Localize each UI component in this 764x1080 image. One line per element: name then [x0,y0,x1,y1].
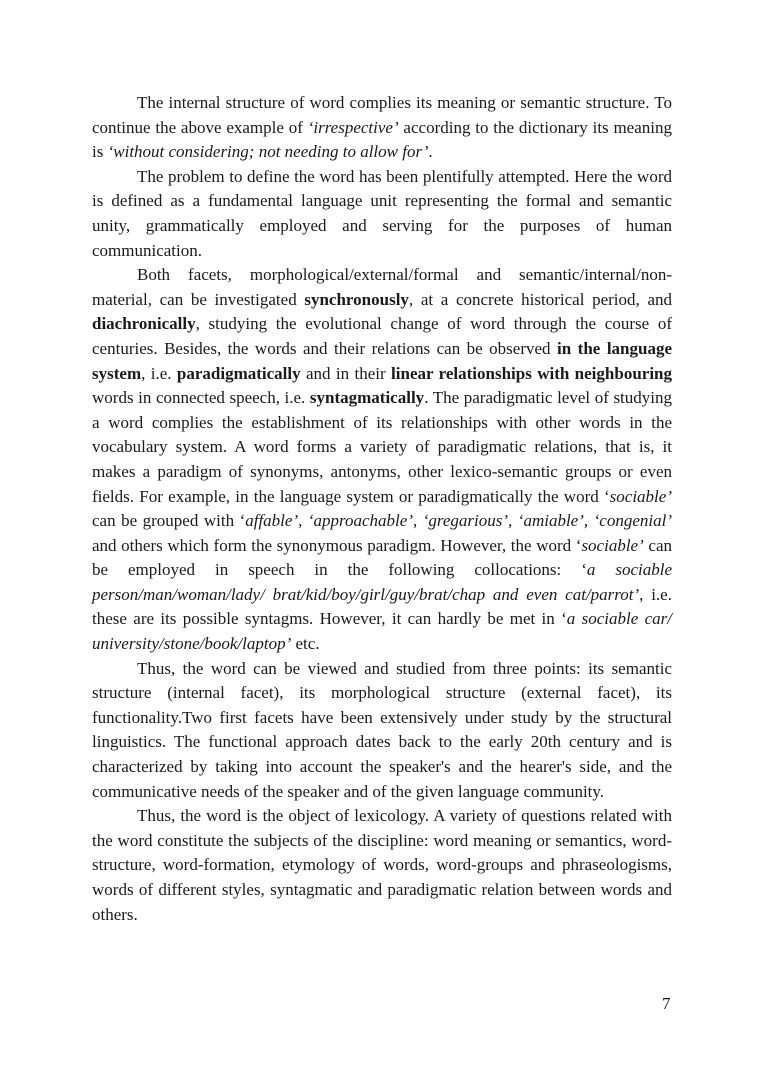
text: , i.e. these are its possible syntagms. However, it can hardly be met in ‘ [92,584,672,629]
italic-term: sociable’ [609,486,672,506]
text: The internal structure of word complies its meaning or semantic structure. To continue the above example of [92,93,672,137]
italic-term: a sociable car/ university/stone/book/laptop’ [92,609,672,654]
bold-term: in the language system [92,338,672,383]
text: , at a concrete historical period, and [408,289,672,309]
bold-term: synchronously [304,289,409,309]
italic-definition: ‘without considering; not needing to allow for’ [107,142,429,162]
text: Thus, the word can be viewed and studied from three points: its semantic structure (internal facet), its morphological structure (external facet), its functionality.Two first facets have been extensively under study by the structural linguistics. The functional approach dates back to the early 20th century and is characterized by taking into account the speaker's and the hearer's side, and the communicative needs of the speaker and of the given language community. [92,658,672,801]
italic-term: sociable’ [581,535,644,555]
paragraph-object-of-lexicology [92,804,672,927]
italic-term: affable’, ‘approachable’, ‘gregarious’, ‘amiable’, ‘congenial’ [245,511,672,531]
document-body [92,91,672,927]
text: and others which form the synonymous paradigm. However, the word ‘ [92,535,582,555]
paragraph-three-points [92,657,672,805]
bold-term: diachronically [92,314,196,334]
text: , i.e. [141,363,177,383]
paragraph-internal-structure [92,91,672,165]
text: etc. [291,634,320,654]
text: Thus, the word is the object of lexicology. A variety of questions related with the word constitute the subjects of the discipline: word meaning or semantics, word-structure, word-formation, etymology of words, word-groups and phraseologisms, words of different styles, syntagmatic and paradigmatic relation between words and others. [92,806,672,924]
text: can be employed in speech in the following collocations: ‘ [92,535,672,580]
text: , studying the evolutional change of word through the course of centuries. Besides, the words and their relations can be observed [92,314,672,358]
paragraph-word-definition [92,165,672,263]
bold-term: paradigmatically [176,363,301,383]
paragraph-facets [92,263,672,657]
page-number: 7 [662,994,671,1013]
text: . [428,142,433,162]
text: The problem to define the word has been plentifully attempted. Here the word is defined as a fundamental language unit representing the formal and semantic unity, grammatically employed and serving for the purposes of human communication. [92,166,672,260]
text: can be grouped with ‘ [92,511,246,531]
text: words in connected speech, i.e. [92,388,310,408]
bold-term: linear relationships with neighbouring [391,363,672,383]
text: according to the dictionary its meaning is [92,117,672,162]
italic-term: a sociable person/man/woman/lady/ brat/kid/boy/girl/guy/brat/chap and even cat/parrot’ [92,560,673,604]
bold-term: syntagmatically [309,388,425,408]
text: . The paradigmatic level of studying a word complies the establishment of its relationships with other words in the vocabulary system. A word forms a variety of paradigmatic relations, that is, it makes a paradigm of synonyms, antonyms, other lexico-semantic groups or even fields. For example, in the language system or paradigmatically the word ‘ [92,388,673,506]
text: and in their [300,363,392,383]
text: Both facets, morphological/external/formal and semantic/internal/non-material, can be investigated [92,265,672,309]
italic-term: ‘irrespective’ [307,117,399,137]
